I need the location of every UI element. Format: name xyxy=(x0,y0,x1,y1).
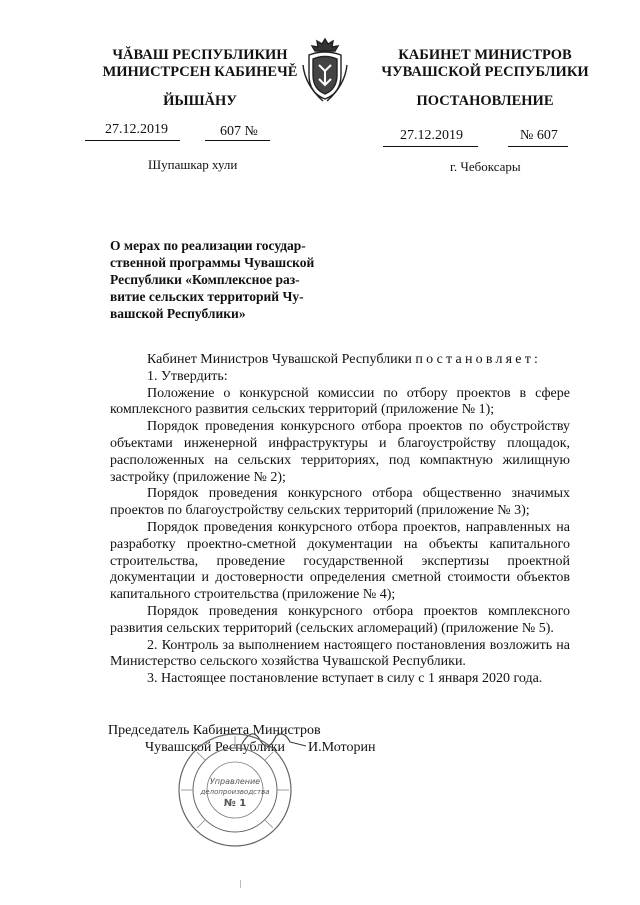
body-paragraph: Порядок проведения конкурсного отбора проектов по обустройству объектами инженерной инфраструктуры и благоустройству площадок, расположенных на сельских территориях, под компактную жилищную застройку (приложение № 2); xyxy=(110,419,570,485)
header-right-line2: ЧУВАШСКОЙ РЕСПУБЛИКИ xyxy=(381,64,589,80)
intro-text: Кабинет Министров Чувашской Республики xyxy=(147,352,412,367)
header-right-line1: КАБИНЕТ МИНИСТРОВ xyxy=(398,47,572,63)
left-number: 607 № xyxy=(220,124,258,139)
header-right xyxy=(370,47,600,81)
title-line: ственной программы Чувашской xyxy=(110,255,315,270)
body-paragraph: 2. Контроль за выполнением настоящего постановления возложить на Министерство сельского хозяйства Чувашской Республики. xyxy=(110,637,570,670)
left-date-underline xyxy=(85,140,180,141)
signature-name: И.Моторин xyxy=(308,740,376,755)
header-left-line1: ЧĂВАШ РЕСПУБЛИКИН xyxy=(112,47,288,63)
right-date: 27.12.2019 xyxy=(400,128,463,143)
header-left-line2: МИНИСТРСЕН КАБИНЕЧĚ xyxy=(102,64,298,80)
right-number-underline xyxy=(508,146,568,147)
header-right-kind: ПОСТАНОВЛЕНИЕ xyxy=(416,93,554,109)
body-paragraph: 3. Настоящее постановление вступает в силу с 1 января 2020 года. xyxy=(147,671,543,687)
title-line: О мерах по реализации государ- xyxy=(110,238,306,253)
body-intro xyxy=(110,352,570,369)
document-title xyxy=(110,237,330,322)
document-body xyxy=(110,352,570,688)
signature-position-line1: Председатель Кабинета Министров xyxy=(108,723,321,738)
right-number: № 607 xyxy=(520,128,558,143)
right-place: г. Чебоксары xyxy=(450,159,521,174)
body-paragraph: 1. Утвердить: xyxy=(147,368,228,384)
resolves-text: постановляет: xyxy=(415,352,542,367)
title-line: витие сельских территорий Чу- xyxy=(110,289,304,304)
header-left-kind: ЙЫШĂНУ xyxy=(163,93,237,109)
left-number-underline xyxy=(205,140,270,141)
body-paragraph: Положение о конкурсной комиссии по отбору проектов в сфере комплексного развития сельских территорий (приложение № 1); xyxy=(110,385,570,418)
stamp-line2: делопроизводства xyxy=(200,788,270,796)
stamp-line1: Управление xyxy=(209,777,261,786)
title-line: Республики «Комплексное раз- xyxy=(110,272,300,287)
body-paragraph: Порядок проведения конкурсного отбора проектов комплексного развития сельских территорий (сельских агломераций) (приложение № 5). xyxy=(110,603,570,636)
coat-of-arms-icon xyxy=(299,35,351,105)
title-line: вашской Республики» xyxy=(110,306,246,321)
left-date: 27.12.2019 xyxy=(105,122,168,137)
signature-position-line2: Чувашской Республики xyxy=(145,740,286,755)
official-stamp-icon xyxy=(175,730,295,850)
stamp-line3: № 1 xyxy=(223,798,247,809)
left-place: Шупашкар хули xyxy=(148,157,238,172)
header-left xyxy=(85,47,315,81)
right-date-underline xyxy=(383,146,478,147)
body-paragraph: Порядок проведения конкурсного отбора общественно значимых проектов по благоустройству сельских территорий (приложение № 3); xyxy=(110,486,570,519)
body-paragraph: Порядок проведения конкурсного отбора проектов, направленных на разработку проектно-сметной документации на объекты капитального строительства, проведение государственной экспертизы проектной документации и достоверности определения сметной стоимости объектов капитального строительства (приложение № 4); xyxy=(110,519,570,603)
scan-mark xyxy=(240,880,241,888)
